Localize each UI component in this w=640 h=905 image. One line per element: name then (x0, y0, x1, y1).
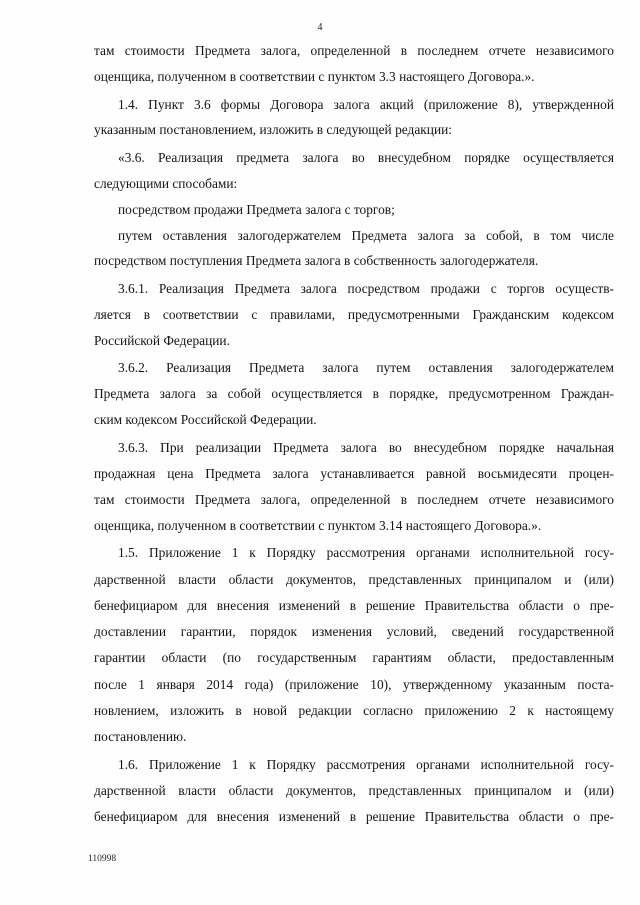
text-line: 3.6.2. Реализация Предмета залога путем оставления залогодержателем (118, 360, 614, 375)
text-line: продажная цена Предмета залога устанавливается равной восьмидесяти процен- (94, 466, 614, 481)
text-line: указанным постановлением, изложить в следующей редакции: (94, 122, 453, 137)
text-line: 3.6.1. Реализация Предмета залога посредством продажи с торгов осуществ- (118, 281, 614, 296)
text-line: посредством поступления Предмета залога в собственность залогодержателя. (94, 253, 539, 268)
text-line: дарственной власти области документов, представленных принципалом и (или) (94, 783, 614, 798)
text-line: путем оставления залогодержателем Предмета залога за собой, в том числе (118, 228, 614, 243)
text-line: 1.4. Пункт 3.6 формы Договора залога акций (приложение 8), утвержденной (118, 97, 614, 112)
text-line: там стоимости Предмета залога, определенной в последнем отчете независимого (94, 43, 614, 58)
text-line: ским кодексом Российской Федерации. (94, 412, 317, 427)
text-line: 3.6.3. При реализации Предмета залога во внесудебном порядке начальная (118, 440, 614, 455)
text-line: 1.6. Приложение 1 к Порядку рассмотрения органами исполнительной госу- (118, 757, 614, 772)
text-line: оценщика, полученном в соответствии с пунктом 3.3 настоящего Договора.». (94, 69, 535, 84)
text-line: новлением, изложить в новой редакции согласно приложению 2 к настоящему (94, 703, 614, 718)
text-line: следующими способами: (94, 176, 238, 191)
text-line: бенефициаром для внесения изменений в решение Правительства области о пре- (94, 809, 614, 824)
text-line: гарантии области (по государственным гарантиям области, предоставленным (94, 650, 614, 665)
text-line: бенефициаром для внесения изменений в решение Правительства области о пре- (94, 598, 614, 613)
document-code: 110998 (88, 854, 117, 864)
page-number: 4 (317, 22, 323, 33)
text-line: доставлении гарантии, порядок изменения условий, сведений государственной (94, 624, 614, 639)
text-line: посредством продажи Предмета залога с торгов; (118, 202, 395, 217)
text-line: постановлению. (94, 729, 187, 744)
text-line: ляется в соответствии с правилами, предусмотренными Гражданским кодексом (94, 307, 614, 322)
text-line: Предмета залога за собой осуществляется в порядке, предусмотренном Граждан- (94, 386, 614, 401)
text-line: «3.6. Реализация предмета залога во внесудебном порядке осуществляется (118, 150, 614, 165)
text-line: после 1 января 2014 года) (приложение 10), утвержденному указанным поста- (94, 677, 614, 692)
text-line: оценщика, полученном в соответствии с пунктом 3.14 настоящего Договора.». (94, 518, 542, 533)
text-line: там стоимости Предмета залога, определенной в последнем отчете независимого (94, 492, 614, 507)
text-line: 1.5. Приложение 1 к Порядку рассмотрения органами исполнительной госу- (118, 545, 614, 560)
text-line: дарственной власти области документов, представленных принципалом и (или) (94, 572, 614, 587)
text-line: Российской Федерации. (94, 333, 230, 348)
